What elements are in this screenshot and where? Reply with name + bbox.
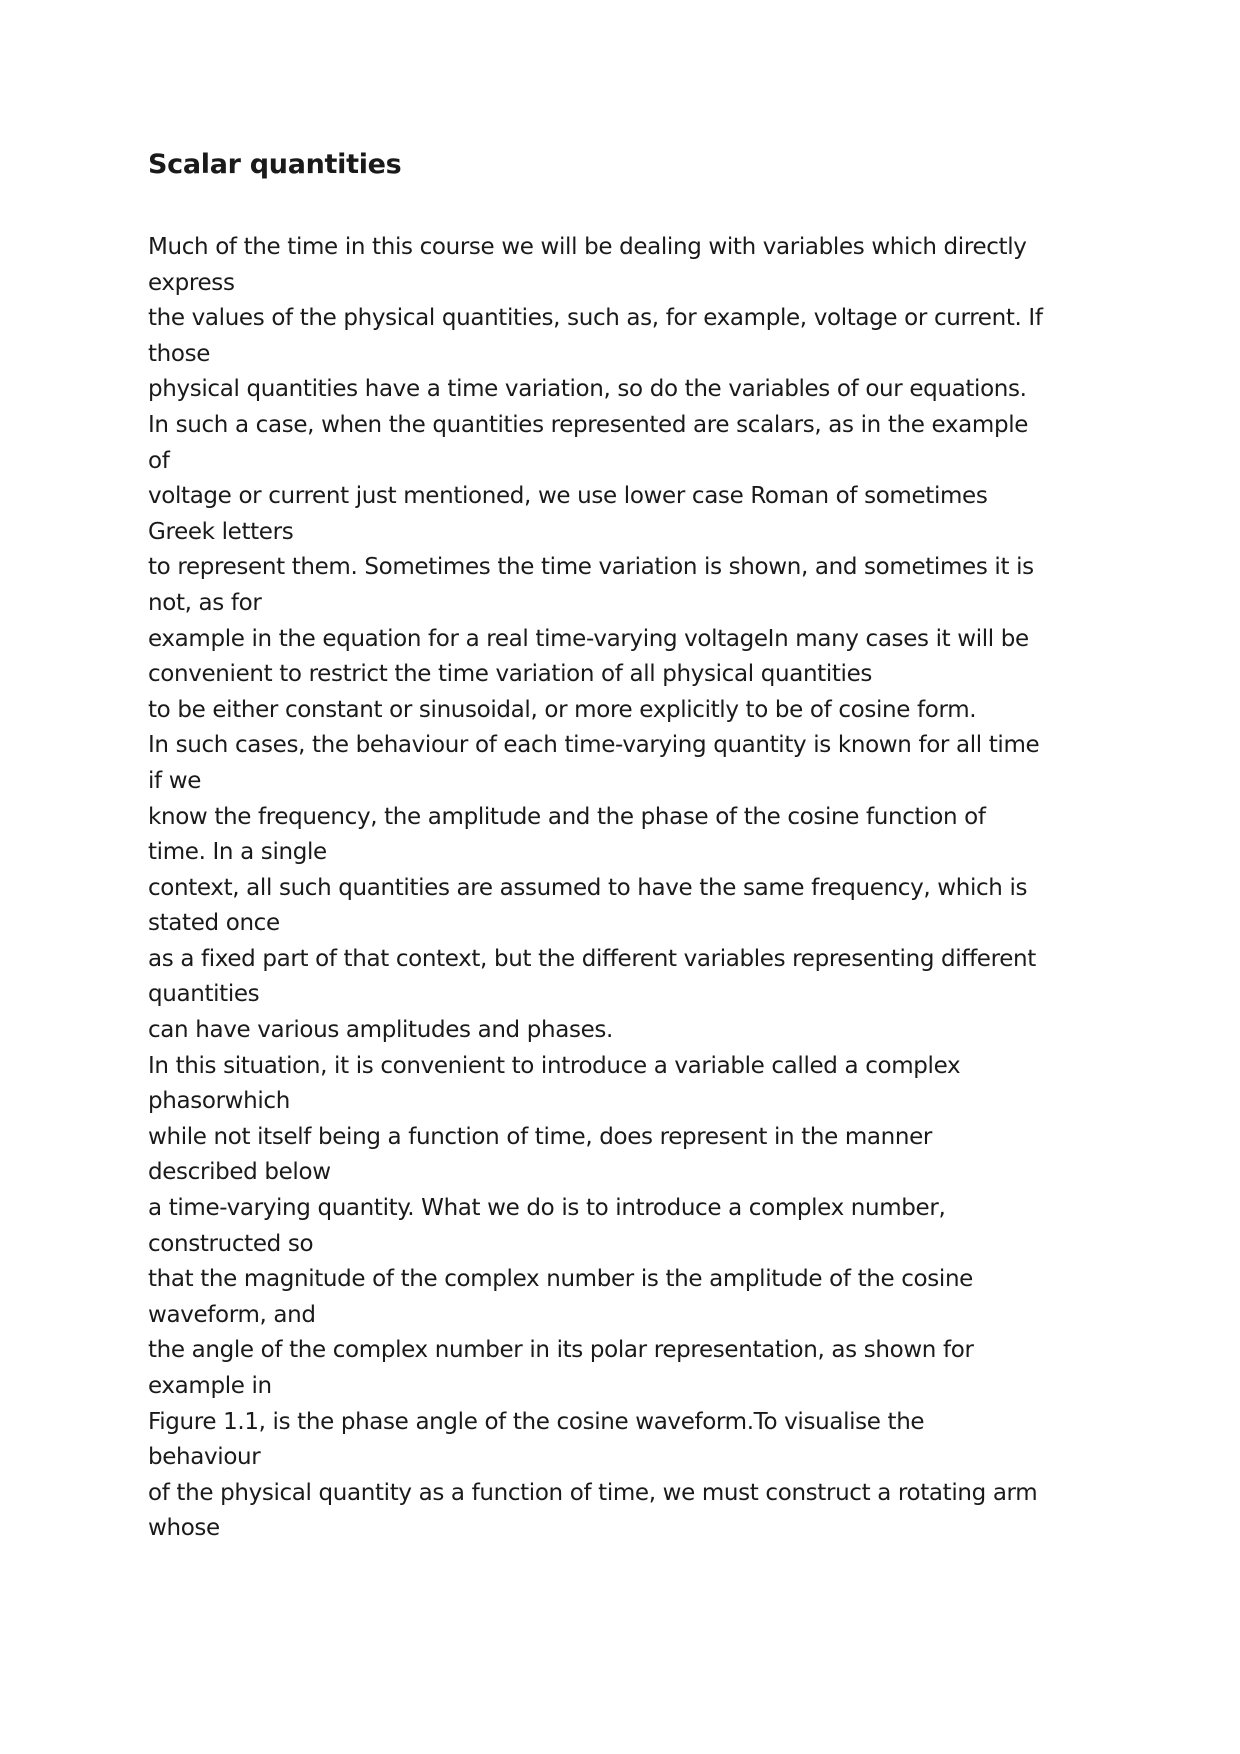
text-line: quantities [148, 981, 260, 1008]
text-line: the angle of the complex number in its polar representation, as shown for [148, 1337, 974, 1364]
text-line: a time-varying quantity. What we do is to introduce a complex number, [148, 1195, 946, 1222]
text-line: Much of the time in this course we will be dealing with variables which directly [148, 234, 1027, 260]
text-line: know the frequency, the amplitude and the phase of the cosine function of [148, 803, 986, 830]
text-line: context, all such quantities are assumed to have the same frequency, which is [148, 874, 1028, 901]
section-heading: Scalar quantities [148, 149, 402, 180]
text-line: In such cases, the behaviour of each time-varying quantity is known for all time [148, 732, 1040, 759]
text-line: behaviour [148, 1444, 261, 1471]
text-line: if we [148, 767, 202, 794]
text-line: whose [148, 1515, 220, 1542]
text-line: described below [148, 1159, 331, 1186]
text-line: can have various amplitudes and phases. [148, 1017, 614, 1044]
text-line: waveform, and [148, 1301, 316, 1328]
text-line: In this situation, it is convenient to introduce a variable called a complex [148, 1052, 961, 1079]
text-line: phasorwhich [148, 1088, 290, 1115]
text-line: example in [148, 1373, 272, 1399]
text-line: Figure 1.1, is the phase angle of the cosine waveform.To visualise the [148, 1408, 925, 1435]
text-line: example in the equation for a real time-varying voltageIn many cases it will be [148, 625, 1029, 652]
text-line: to represent them. Sometimes the time variation is shown, and sometimes it is [148, 554, 1034, 581]
text-line: of [148, 447, 170, 474]
text-line: convenient to restrict the time variation of all physical quantities [148, 661, 873, 688]
text-line: to be either constant or sinusoidal, or more explicitly to be of cosine form. [148, 696, 977, 723]
text-line: that the magnitude of the complex number is the amplitude of the cosine [148, 1266, 973, 1293]
text-line: In such a case, when the quantities represented are scalars, as in the example [148, 411, 1029, 438]
text-line: time. In a single [148, 839, 327, 866]
text-line: as a fixed part of that context, but the different variables representing different [148, 945, 1036, 972]
text-line: those [148, 340, 211, 367]
text-line: stated once [148, 910, 280, 937]
text-line: the values of the physical quantities, such as, for example, voltage or current. If [148, 305, 1043, 332]
text-line: not, as for [148, 589, 262, 616]
text-line: while not itself being a function of time, does represent in the manner [148, 1123, 933, 1150]
text-line: express [148, 269, 235, 296]
text-line: physical quantities have a time variation, so do the variables of our equations. [148, 376, 1027, 403]
text-line: of the physical quantity as a function of time, we must construct a rotating arm [148, 1479, 1038, 1506]
body-paragraph [148, 230, 1108, 1547]
text-line: constructed so [148, 1230, 314, 1257]
text-line: voltage or current just mentioned, we use lower case Roman of sometimes [148, 483, 988, 510]
text-line: Greek letters [148, 518, 294, 545]
